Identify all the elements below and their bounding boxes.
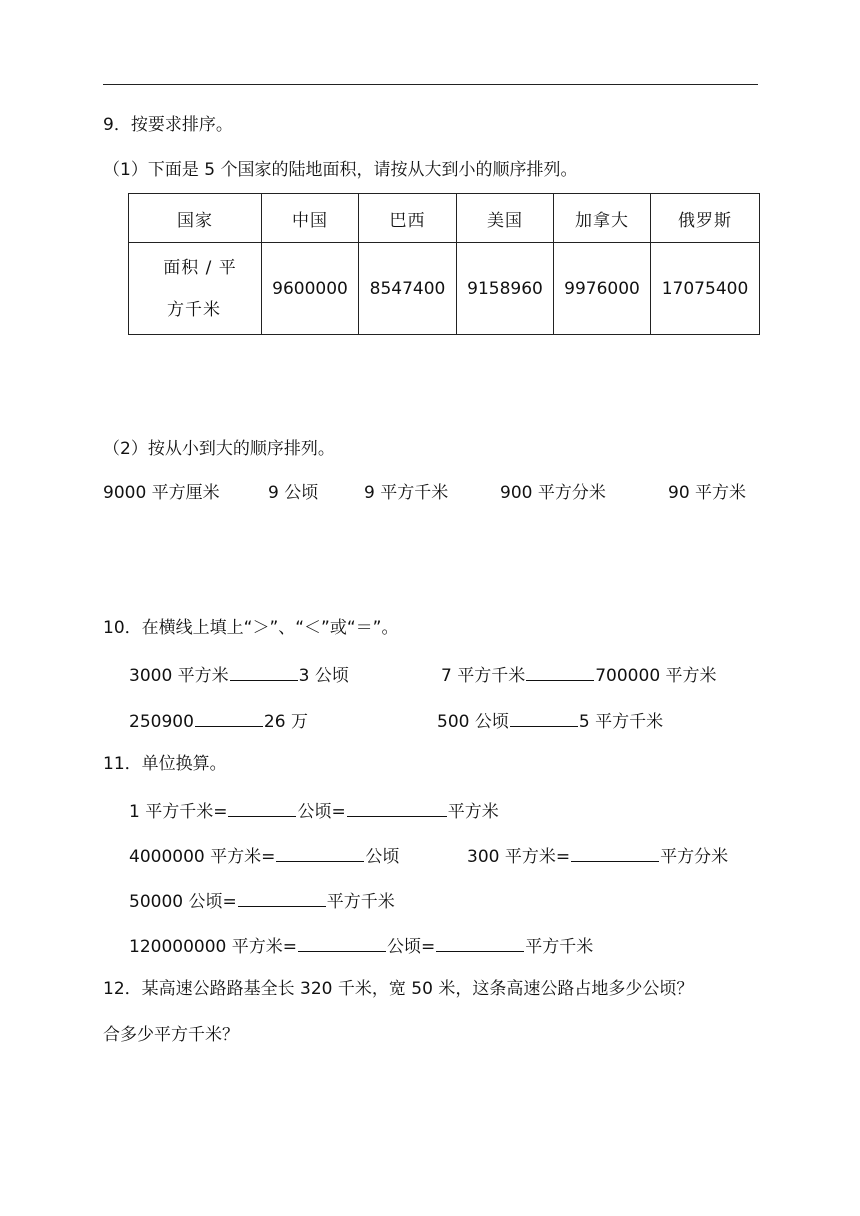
q11-l1-b: 公顷= [297, 802, 346, 822]
q10-a [129, 665, 349, 685]
answer-blank[interactable] [347, 801, 447, 817]
q12-line1: 12．某高速公路路基全长 320 千米，宽 50 米，这条高速公路占地多少公顷？ [103, 979, 694, 999]
q10-a-right: 3 公顷 [298, 666, 349, 686]
q11-line4 [129, 936, 593, 956]
sort-item-5: 90 平方米 [668, 483, 747, 503]
area-canada: 9976000 [554, 243, 651, 335]
answer-blank[interactable] [238, 891, 326, 907]
header-rule [103, 84, 758, 85]
answer-blank[interactable] [526, 665, 594, 681]
sort-item-3: 9 平方千米 [364, 483, 449, 503]
q10-b-left: 7 平方千米 [441, 666, 526, 686]
q11-line1 [129, 801, 499, 821]
sort-item-2: 9 公顷 [268, 483, 319, 503]
country-china: 中国 [262, 194, 359, 243]
q9-title: 9．按要求排序。 [103, 115, 233, 135]
q10-b-right: 700000 平方米 [595, 666, 717, 686]
q12-line2: 合多少平方千米？ [103, 1025, 239, 1045]
q10-a-left: 3000 平方米 [129, 666, 229, 686]
q11-line3 [129, 891, 395, 911]
q11-l1-c: 平方米 [447, 802, 499, 822]
row-label-line2: 方千米 [167, 299, 221, 320]
q10-c [129, 711, 308, 731]
answer-blank[interactable] [510, 711, 578, 727]
table-area-row [129, 243, 760, 335]
answer-blank[interactable] [571, 846, 659, 862]
answer-blank[interactable] [230, 665, 298, 681]
answer-blank[interactable] [436, 936, 524, 952]
area-russia: 17075400 [651, 243, 760, 335]
q11-l2-b: 公顷 [365, 847, 400, 867]
country-usa: 美国 [457, 194, 554, 243]
table-row-label [129, 243, 262, 335]
sort-item-4: 900 平方分米 [500, 483, 606, 503]
q11-l3-a: 50000 公顷= [129, 892, 237, 912]
q10-d [437, 711, 663, 731]
q11-l4-a: 120000000 平方米= [129, 937, 297, 957]
q11-l4-b: 公顷= [387, 937, 436, 957]
answer-blank[interactable] [195, 711, 263, 727]
q11-line2-left [129, 846, 399, 866]
q10-b [441, 665, 717, 685]
q10-c-left: 250900 [129, 712, 194, 732]
q10-d-right: 5 平方千米 [578, 712, 664, 732]
q10-c-right: 26 万 [263, 712, 308, 732]
q11-l2-c: 300 平方米= [467, 847, 571, 867]
q11-l3-b: 平方千米 [326, 892, 395, 912]
q11-l1-a: 1 平方千米= [129, 802, 228, 822]
q11-line2-right [467, 846, 728, 866]
answer-blank[interactable] [298, 936, 386, 952]
q9-part2: （2）按从小到大的顺序排列。 [103, 439, 335, 459]
table-header-label: 国家 [129, 194, 262, 243]
q9-part1: （1）下面是 5 个国家的陆地面积，请按从大到小的顺序排列。 [103, 160, 578, 180]
country-canada: 加拿大 [554, 194, 651, 243]
q10-title: 10．在横线上填上“＞”、“＜”或“＝”。 [103, 618, 399, 638]
answer-blank[interactable] [276, 846, 364, 862]
q11-l2-a: 4000000 平方米= [129, 847, 276, 867]
q11-l2-d: 平方分米 [660, 847, 729, 867]
land-area-table [128, 193, 760, 335]
area-brazil: 8547400 [359, 243, 457, 335]
country-russia: 俄罗斯 [651, 194, 760, 243]
q10-d-left: 500 公顷 [437, 712, 509, 732]
sort-item-1: 9000 平方厘米 [103, 483, 220, 503]
country-brazil: 巴西 [359, 194, 457, 243]
area-usa: 9158960 [457, 243, 554, 335]
row-label-line1: 面积 / 平 [163, 257, 237, 278]
table-header-row [129, 194, 760, 243]
q11-l4-c: 平方千米 [525, 937, 594, 957]
area-china: 9600000 [262, 243, 359, 335]
answer-blank[interactable] [228, 801, 296, 817]
q11-title: 11．单位换算。 [103, 754, 227, 774]
